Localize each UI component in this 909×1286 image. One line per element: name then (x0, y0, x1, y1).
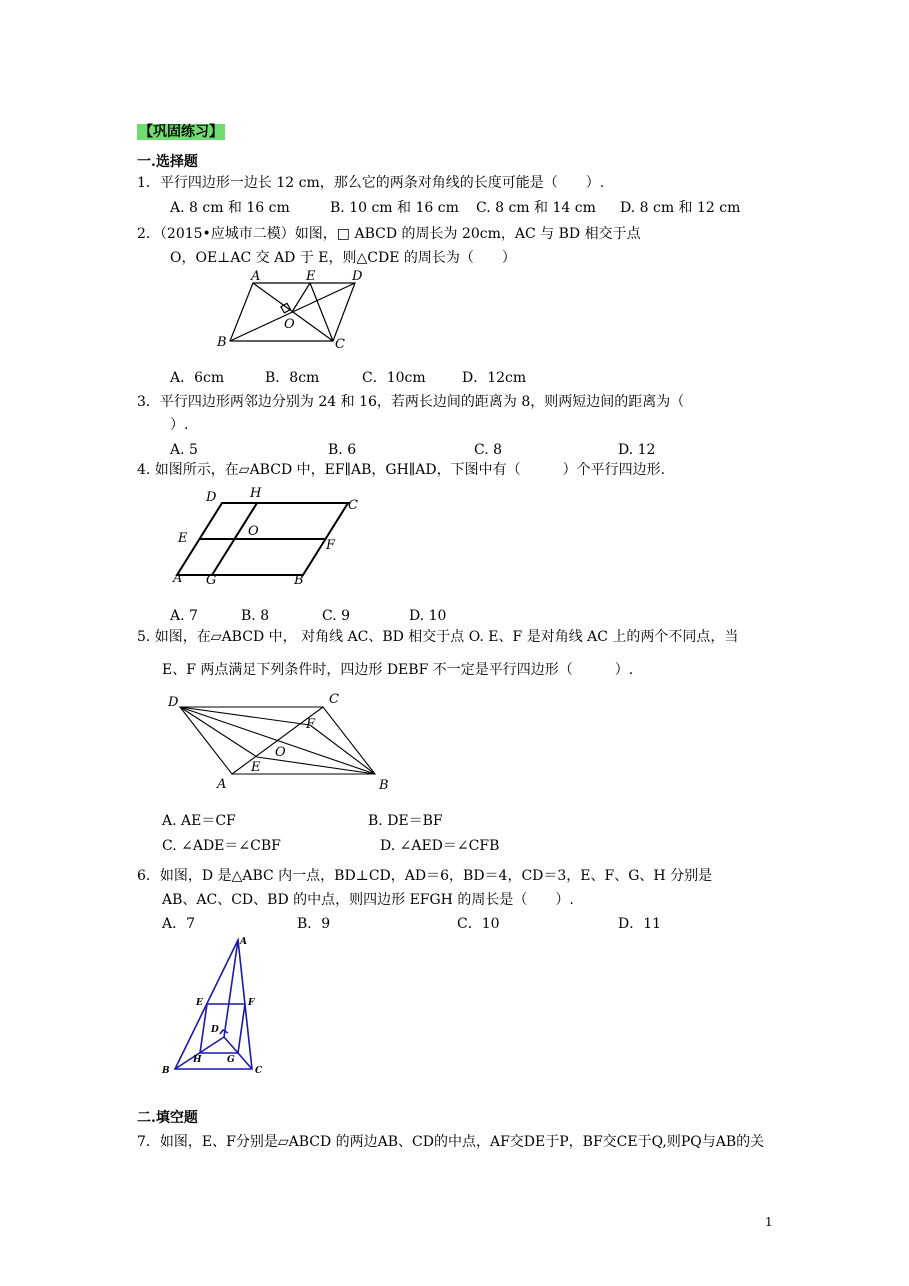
q6-label-f: F (248, 998, 255, 1008)
q1-option-c: C. 8 cm 和 14 cm (476, 200, 596, 216)
q3-line2: ）. (170, 417, 189, 433)
q2-label-b: B (217, 335, 227, 350)
q6-figure (160, 932, 270, 1077)
q2-option-b: B．8cm (265, 370, 320, 386)
q4-label-f: F (326, 538, 336, 553)
q5-label-o: O (275, 745, 286, 760)
q6-label-e: E (196, 998, 203, 1008)
q2-label-a: A (251, 269, 261, 284)
practice-heading: 【巩固练习】 (139, 124, 223, 140)
q6-label-h: H (193, 1055, 202, 1065)
q5-figure (165, 690, 405, 795)
q5-line2: E、F 两点满足下列条件时，四边形 DEBF 不一定是平行四边形（ ）. (162, 662, 634, 678)
q4-label-b: B (294, 573, 304, 588)
q2-line1: 2．（2015•应城市二模）如图，□ ABCD 的周长为 20cm，AC 与 BD 相交于点 (137, 226, 641, 242)
q2-option-c: C．10cm (362, 370, 426, 386)
q3-line1: 3．平行四边形两邻边分别为 24 和 16，若两长边间的距离为 8，则两短边间的距离为（ (137, 394, 685, 410)
q3-option-a: A. 5 (170, 442, 198, 458)
section-fill-heading: 二.填空题 (137, 1110, 198, 1126)
q5-label-f: F (306, 717, 316, 732)
q4-option-a: A. 7 (170, 608, 198, 624)
q5-option-c: C. ∠ADE＝∠CBF (162, 838, 281, 854)
q5-label-b: B (379, 778, 389, 793)
q4-label-a: A (173, 571, 183, 586)
q4-label-o: O (248, 524, 259, 539)
q2-label-e: E (306, 269, 316, 284)
q2-option-d: D．12cm (462, 370, 527, 386)
q6-label-b: B (162, 1066, 170, 1076)
q2-line2: O，OE⊥AC 交 AD 于 E，则△CDE 的周长为（ ） (170, 250, 516, 266)
q5-label-e: E (251, 760, 261, 775)
q4-label-d: D (206, 490, 217, 505)
q5-option-d: D. ∠AED＝∠CFB (380, 838, 500, 854)
q2-label-o: O (284, 317, 295, 332)
q5-option-b: B. DE＝BF (368, 813, 443, 829)
q6-label-g: G (227, 1055, 235, 1065)
q6-label-a: A (240, 937, 247, 947)
q5-label-d: D (168, 695, 179, 710)
q4-figure (170, 485, 370, 590)
q6-label-c: C (255, 1066, 263, 1076)
q2-label-c: C (335, 337, 345, 352)
q4-label-e: E (178, 531, 188, 546)
q3-option-c: C. 8 (474, 442, 503, 458)
q3-option-d: D. 12 (618, 442, 656, 458)
q4-label-g: G (206, 573, 217, 588)
page-number: 1 (765, 1215, 773, 1229)
q4-stem: 4. 如图所示，在▱ABCD 中，EF∥AB，GH∥AD，下图中有（ ）个平行四边形. (137, 462, 666, 478)
q4-option-d: D. 10 (409, 608, 447, 624)
q2-option-a: A．6cm (170, 370, 225, 386)
q5-option-a: A. AE＝CF (162, 813, 236, 829)
q1-option-d: D. 8 cm 和 12 cm (620, 200, 741, 216)
q7-line1: 7．如图，E、F分别是▱ABCD 的两边AB、CD的中点，AF交DE于P，BF交CE于Q,则PQ与AB的关 (137, 1134, 765, 1150)
section-choice-heading: 一.选择题 (137, 154, 198, 170)
q6-option-d: D．11 (618, 916, 662, 932)
q4-label-c: C (348, 498, 358, 513)
q2-figure (215, 268, 365, 353)
q4-label-h: H (250, 486, 262, 501)
q6-option-a: A．7 (162, 916, 196, 932)
q1-option-b: B. 10 cm 和 16 cm (330, 200, 459, 216)
q6-option-b: B．9 (297, 916, 331, 932)
q1-stem: 1．平行四边形一边长 12 cm，那么它的两条对角线的长度可能是（ ）. (137, 175, 605, 191)
q1-option-a: A. 8 cm 和 16 cm (170, 200, 290, 216)
q6-label-d: D (211, 1025, 219, 1035)
q5-label-a: A (217, 777, 227, 792)
q2-label-d: D (352, 269, 363, 284)
q6-line2: AB、AC、CD、BD 的中点，则四边形 EFGH 的周长是（ ）. (162, 892, 574, 908)
q5-line1: 5. 如图，在▱ABCD 中， 对角线 AC、BD 相交于点 O. E、F 是对角线 AC 上的两个不同点，当 (137, 629, 739, 645)
q5-label-c: C (329, 692, 339, 707)
q3-option-b: B. 6 (328, 442, 357, 458)
q6-line1: 6．如图，D 是△ABC 内一点，BD⊥CD，AD＝6，BD＝4，CD＝3，E、F、G、H 分别是 (137, 868, 713, 884)
q4-option-b: B. 8 (241, 608, 270, 624)
q6-option-c: C．10 (457, 916, 500, 932)
q4-option-c: C. 9 (322, 608, 351, 624)
